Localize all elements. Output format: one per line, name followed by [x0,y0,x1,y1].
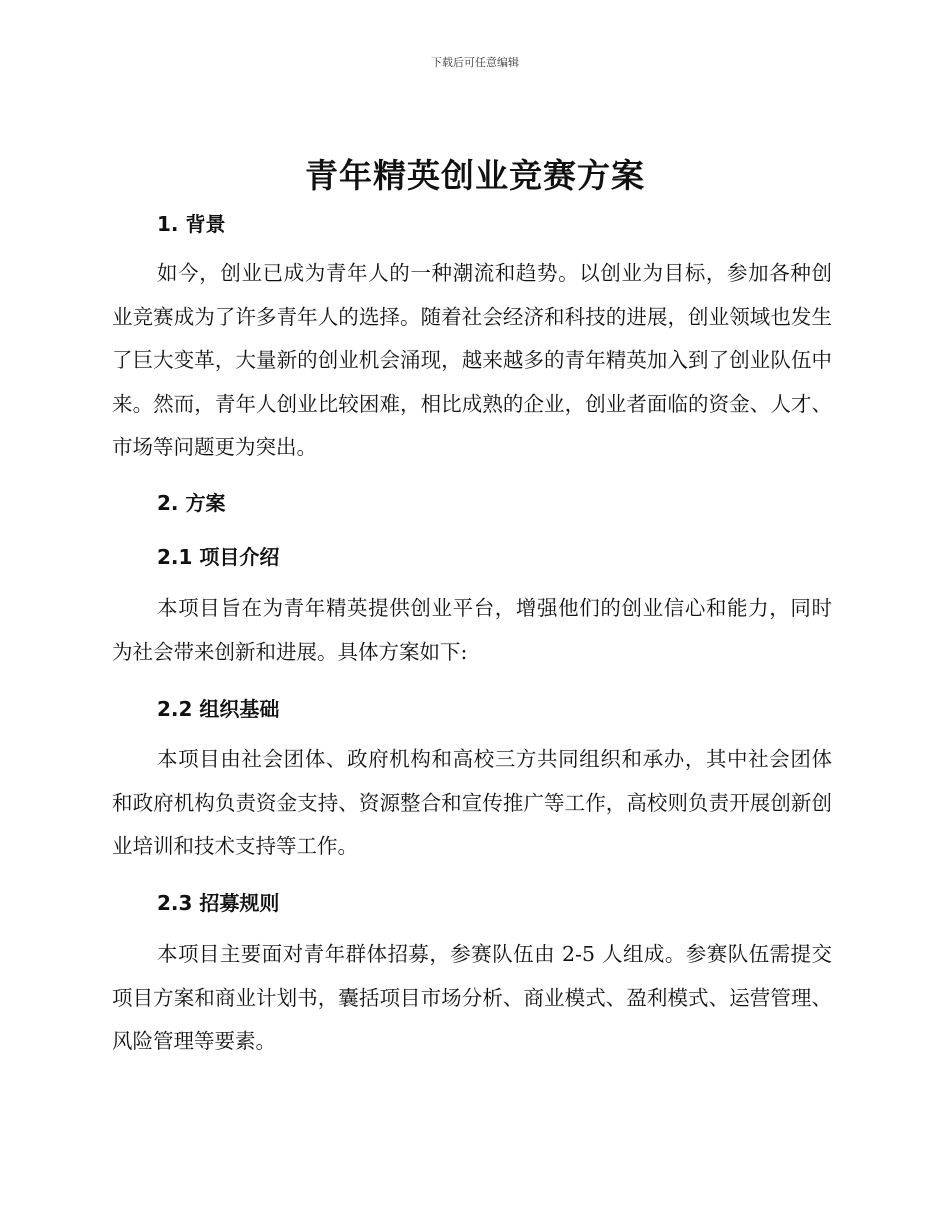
paragraph-recruitment: 本项目主要面对青年群体招募，参赛队伍由 2-5 人组成。参赛队伍需提交项目方案和商业计划书，囊括项目市场分析、商业模式、盈利模式、运营管理、风险管理等要素。 [112,942,832,1053]
section-heading-background: 1. 背景 [157,212,226,236]
paragraph-organization: 本项目由社会团体、政府机构和高校三方共同组织和承办，其中社会团体和政府机构负责资金支持、资源整合和宣传推广等工作，高校则负责开展创新创业培训和技术支持等工作。 [112,747,832,858]
section-heading-recruitment: 2.3 招募规则 [157,891,280,915]
paragraph-project-intro: 本项目旨在为青年精英提供创业平台，增强他们的创业信心和能力，同时为社会带来创新和进展。具体方案如下: [112,596,832,664]
paragraph-background: 如今，创业已成为青年人的一种潮流和趋势。以创业为目标，参加各种创业竞赛成为了许多青年人的选择。随着社会经济和科技的进展，创业领域也发生了巨大变革，大量新的创业机会涌现，越来越多的青年精英加入到了创业队伍中来。然而，青年人创业比较困难，相比成熟的企业，创业者面临的资金、人才、市场等问题更为突出。 [112,261,832,459]
section-heading-project-intro: 2.1 项目介绍 [157,545,280,569]
section-heading-plan: 2. 方案 [157,491,226,515]
header-note: 下载后可任意编辑 [431,56,519,69]
section-heading-organization: 2.2 组织基础 [157,697,280,721]
document-title: 青年精英创业竞赛方案 [305,156,645,195]
